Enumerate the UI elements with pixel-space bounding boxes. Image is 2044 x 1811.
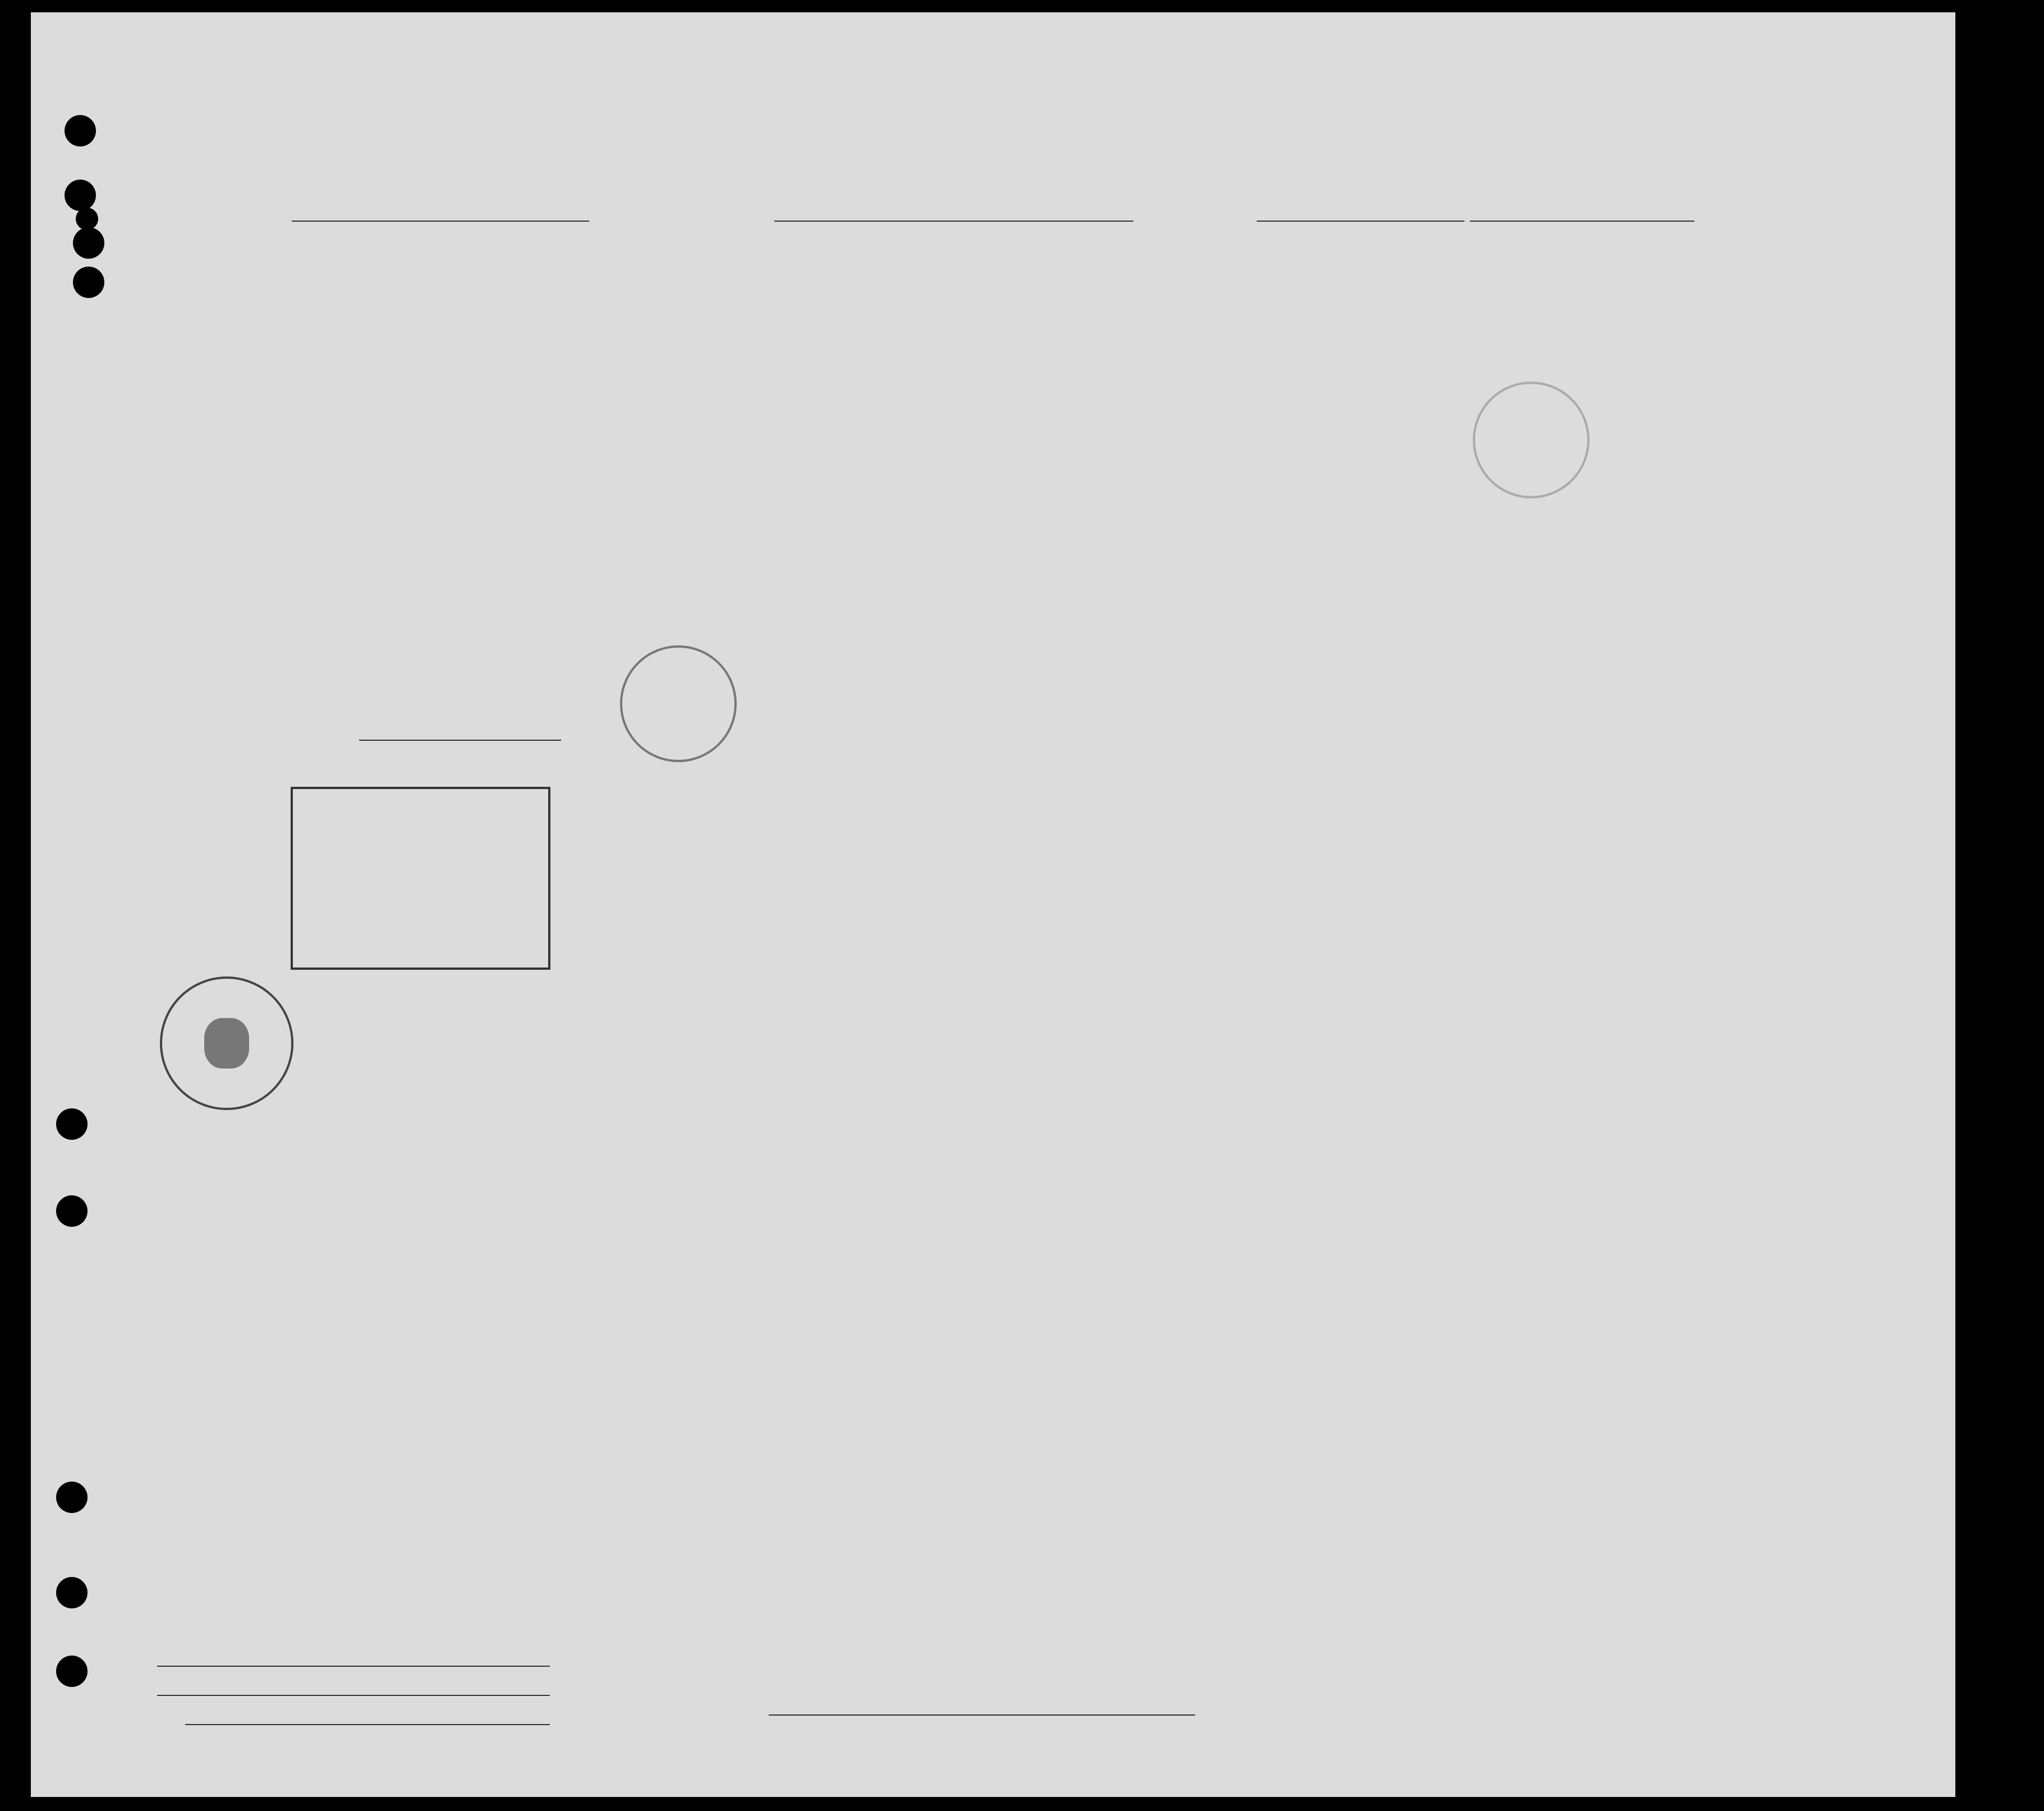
count-underline bbox=[359, 740, 561, 741]
consulate-seal bbox=[620, 645, 737, 762]
consulate-seen-stamp bbox=[291, 787, 550, 970]
footer-line-rule bbox=[157, 1666, 550, 1667]
inspector-rule bbox=[769, 1714, 1195, 1716]
footer-owners-rule bbox=[157, 1695, 550, 1696]
footer-agents-rule bbox=[185, 1724, 550, 1725]
vice-consul-seal bbox=[160, 976, 293, 1110]
eagle-icon bbox=[204, 1018, 249, 1069]
remarks-seal bbox=[1473, 382, 1590, 498]
